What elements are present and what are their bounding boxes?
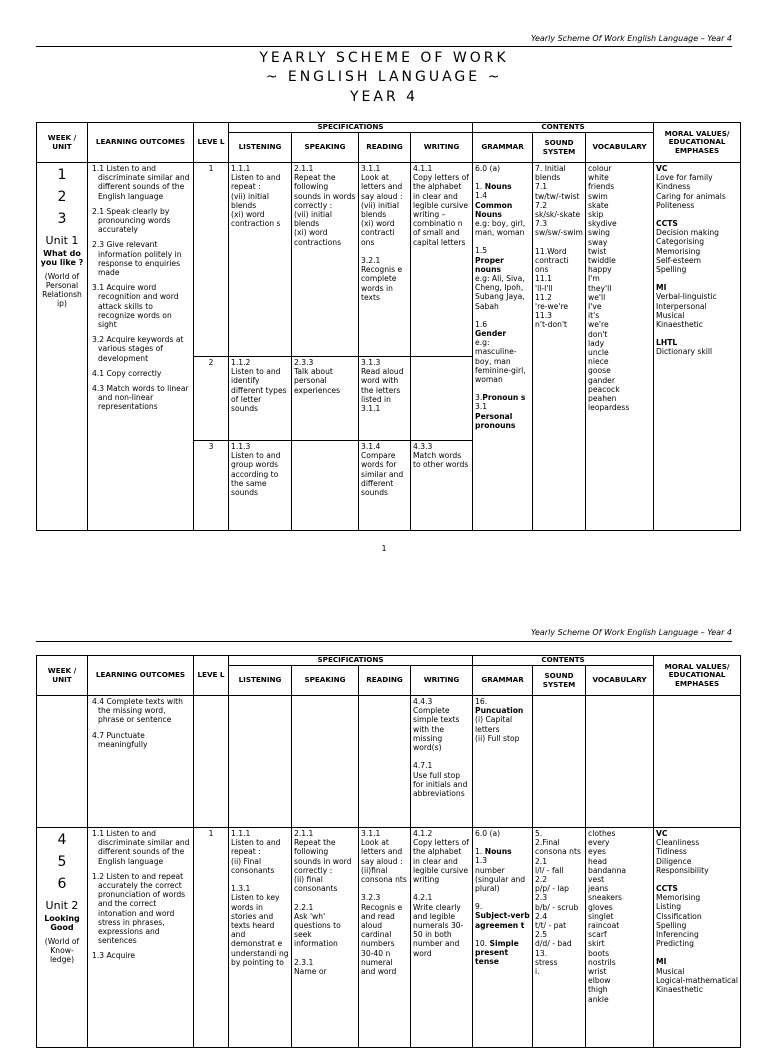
learning-outcome: 4.3 Match words to linear and non-linear representations [92,384,189,412]
col-reading: READING [359,666,411,696]
unit-theme: (World of Know-ledge) [44,936,80,965]
week-unit-cell [37,163,88,531]
week-number: 5 [57,854,67,870]
col-moral: MORAL VALUES/ EDUCATIONAL EMPHASES [654,123,741,163]
grammar-line [475,219,530,237]
grammar-heading: Pronoun s [482,393,526,403]
grammar-line [475,829,530,838]
col-specifications: SPECIFICATIONS [229,123,473,133]
learning-outcome: 1.1 Listen to and discriminate similar and different sounds of the English language [92,829,190,866]
reading-cell [359,163,411,357]
moral-section-heading: CCTS [656,884,678,894]
col-vocabulary: VOCABULARY [586,133,654,163]
col-listening: LISTENING [229,133,292,163]
unit-label: Unit 1 [45,234,79,247]
col-level: LEVE L [194,656,229,696]
writing-cell [411,696,473,828]
reading-cell [359,441,411,531]
grammar-line [475,237,530,246]
sound-system-text: 5. 2.Final consona nts 2.1 l/l/ - fall 2.2 p/p/ - lap 2.3 b/b/ - scrub 2.4 t/t/ - pat 2.5 d/d/ - bad 13. stress i. [535,829,581,977]
week-unit-cell [37,828,88,1048]
grammar-text: Proper nouns [475,255,504,274]
document-title-line-2: ~ ENGLISH LANGUAGE ~ [265,69,503,85]
document-title-line-3: YEAR 4 [349,89,419,105]
grammar-cell [473,163,533,531]
learning-outcome: 4.4 Complete texts with the missing word, phrase or sentence [92,697,183,725]
grammar-text: 1.3 [475,856,488,866]
grammar-line [475,866,530,894]
speaking-cell [292,696,359,828]
col-week: WEEK / UNIT [37,656,88,696]
grammar-text: 1.4 [475,191,488,201]
col-outcomes: LEARNING OUTCOMES [88,123,194,163]
header-rule [36,46,732,47]
page-header: Yearly Scheme Of Work English Language – Year 4 [530,34,732,43]
moral-section-items: Decision making Categorising Memorising Self-esteem Spelling [656,228,719,275]
grammar-text: Gender [475,329,507,339]
moral-section-heading: LHTL [656,338,678,348]
moral-section-heading: MI [656,283,667,293]
sound-system-cell [533,163,586,531]
scheme-table-page-1 [36,122,741,531]
reading-text: 3.1.3 Read aloud word with the letters listed in 3.1.1 [361,358,404,414]
col-speaking: SPEAKING [292,133,359,163]
moral-section-items: Memorising Listing Clssification Spelling Inferencing Predicting [656,893,702,949]
grammar-text: e.g: boy, girl, man, woman [475,219,526,238]
grammar-line [475,412,530,430]
unit-title: Looking Good [44,914,80,933]
reading-text: 3.1.4 Compare words for similar and different sounds [361,442,404,498]
week-number: 1 [57,167,67,183]
grammar-text: 1. [475,182,485,192]
grammar-number: 16. [475,697,488,706]
unit-theme: (World of Personal Relationsh ip) [42,271,82,309]
learning-outcome: 3.2 Acquire keywords at various stages of development [92,335,184,363]
week-number: 2 [57,189,67,205]
grammar-text: 1.5 [475,246,488,256]
grammar-line [475,201,530,219]
grammar-text: Personal pronouns [475,411,516,430]
grammar-line [475,320,530,329]
unit-label: Unit 2 [45,899,79,912]
col-speaking: SPEAKING [292,666,359,696]
moral-section-heading: MI [656,957,667,967]
col-grammar: GRAMMAR [473,133,533,163]
grammar-line [475,393,530,402]
col-reading: READING [359,133,411,163]
week-number: 3 [57,211,67,227]
level-value: 3 [208,442,214,451]
col-contents: CONTENTS [473,656,654,666]
grammar-text: e.g: Ali, Siva, Cheng, Ipoh, Subang Jaya, Sabah [475,274,525,311]
grammar-text: 1. [475,847,485,857]
learning-outcome: 4.1 Copy correctly [92,368,162,378]
col-writing: WRITING [411,666,473,696]
listening-text: 1.1.3 Listen to and group words according to the same sounds [231,442,281,498]
level-cell [194,828,229,1048]
grammar-line [475,893,530,902]
grammar-line [475,329,530,338]
grammar-heading: Nouns [484,182,512,192]
sound-system-cell [533,696,586,828]
moral-section-items: Dictionary skill [656,347,713,357]
grammar-line [475,911,530,929]
grammar-text: 3. [475,393,483,403]
reading-cell [359,696,411,828]
writing-cell [411,441,473,531]
vocabulary-text: clothes every eyes head bandanna vest jeans sneakers gloves singlet raincoat scarf skirt boots nostrils wrist elbow thigh ankle [588,829,627,1004]
learning-outcome: 1.3 Acquire [92,951,136,961]
grammar-text: Common Nouns [475,200,513,219]
listening-cell [229,441,292,531]
vocabulary-text: colour white friends swim skate skip skydive swing sway twist twiddle happy I'm they'll we'll I've it's we're don't lady uncle niece goose gander peacock peahen leopardess [588,164,630,413]
writing-cell [411,828,473,1048]
reading-cell [359,828,411,1048]
week-unit-cell [37,696,88,828]
speaking-text: 2.1.1 Repeat the following sounds in word correctly : (ii) final consonants 2.2.1 Ask 'wh' questions to seek information 2.3.1 Name or [294,829,352,977]
reading-cell [359,357,411,441]
learning-outcome: 3.1 Acquire word recognition and word attack skills to recognize words on sight [92,283,179,330]
grammar-text: 9. [475,902,483,912]
grammar-line [475,173,530,182]
grammar-text: 1.6 [475,319,488,329]
speaking-text: 2.1.1 Repeat the following sounds in words correctly : (vii) initial blends (xi) word contractions [294,164,356,247]
speaking-cell [292,163,359,357]
grammar-line [475,164,530,173]
grammar-text: 10. [475,938,490,948]
grammar-cell [473,696,533,828]
listening-text: 1.1.2 Listen to and identify different types of letter sounds [231,358,287,414]
grammar-text: number (singular and plural) [475,865,526,894]
learning-outcome: 4.7 Punctuate meaningfully [92,730,148,749]
grammar-text: 6.0 (a) [475,829,501,838]
learning-outcome: 2.1 Speak clearly by pronouncing words accurately [92,206,171,235]
grammar-line [475,338,530,384]
moral-values-cell [654,163,741,531]
speaking-cell [292,357,359,441]
grammar-text: (i) Capital letters (ii) Full stop [475,715,520,743]
unit-title: What do you like ? [40,249,84,268]
writing-text: 4.1.1 Copy letters of the alphabet in clear and legible cursive writing – combinatio n of small and capital letters [413,164,469,247]
vocabulary-cell [586,696,654,828]
listening-text: 1.1.1 Listen to and repeat : (ii) Final consonants 1.3.1 Listen to key words in stories and texts heard and demonstrat e understandi ng by pointing to [231,829,289,967]
moral-section-heading: VC [656,829,668,838]
grammar-line [475,384,530,393]
grammar-line [475,256,530,274]
grammar-line [475,902,530,911]
moral-section-items: Verbal-linguistic Interpersonal Musical Kinaesthetic [656,292,717,330]
learning-outcomes-cell [88,828,194,1048]
col-grammar: GRAMMAR [473,666,533,696]
col-writing: WRITING [411,133,473,163]
level-cell [194,441,229,531]
moral-section-heading: VC [656,164,668,173]
level-value: 1 [208,829,214,838]
level-value: 1 [208,164,214,173]
grammar-line [475,311,530,320]
listening-cell [229,828,292,1048]
level-cell [194,696,229,828]
grammar-heading: Simple present tense [475,938,519,967]
grammar-text: Subject-verb agreemen t [475,911,530,930]
grammar-line [475,847,530,856]
vocabulary-cell [586,828,654,1048]
col-week: WEEK / UNIT [37,123,88,163]
grammar-line [475,274,530,311]
grammar-line [475,182,530,191]
col-sound: SOUND SYSTEM [533,133,586,163]
moral-section-items: Love for family Kindness Caring for animals Politeness [656,173,726,210]
grammar-line [475,402,530,411]
document-title-line-1: YEARLY SCHEME OF WORK [259,50,509,66]
header-rule [36,641,732,642]
sound-system-text: 7. Initial blends 7.1 tw/tw/-twist 7.2 sk/sk/-skate 7.3 sw/sw/-swim 11.Word contracti ons 11.1 'll-I'll 11.2 're-we're 11.3 n't-don't [535,164,583,330]
grammar-heading: Nouns [484,847,512,857]
grammar-text: e.g: masculine-boy, man feminine-girl, woman [475,338,526,385]
grammar-line [475,838,530,847]
grammar-text: 6.0 (a) [475,164,501,173]
moral-values-cell [654,696,741,828]
listening-cell [229,163,292,357]
writing-text: 4.3.3 Match words to other words [413,442,469,470]
moral-section-items: Cleanliness Tidiness Diligence Responsibility [656,838,709,875]
week-number: 6 [57,876,67,892]
grammar-cell [473,828,533,1048]
writing-text: 4.4.3 Complete simple texts with the missing word(s) 4.7.1 Use full stop for initials and abbreviations [413,697,468,799]
grammar-line [475,191,530,200]
writing-cell [411,163,473,357]
page-number: 1 [381,544,387,553]
week-number: 4 [57,832,67,848]
vocabulary-cell [586,163,654,531]
reading-text: 3.1.1 Look at letters and say aloud : (ii)final consona nts 3.2.3 Recognis e and read aloud cardinal numbers 30-40 n numeral and word [361,829,407,977]
page-header: Yearly Scheme Of Work English Language – Year 4 [530,628,732,637]
col-outcomes: LEARNING OUTCOMES [88,656,194,696]
learning-outcome: 2.3 Give relevant information politely in response to enquiries made [92,240,182,278]
learning-outcome: 1.2 Listen to and repeat accurately the correct pronunciation of words and the correct intonation and word stress in phrases, expressions and sentences [92,871,186,946]
grammar-text: 3.1 [475,402,488,412]
moral-values-cell [654,828,741,1048]
grammar-line [475,930,530,939]
col-moral: MORAL VALUES/ EDUCATIONAL EMPHASES [654,656,741,696]
listening-text: 1.1.1 Listen to and repeat : (vii) initial blends (xi) word contraction s [231,164,281,229]
col-vocabulary: VOCABULARY [586,666,654,696]
level-value: 2 [208,358,214,367]
col-specifications: SPECIFICATIONS [229,656,473,666]
grammar-line [475,939,530,967]
col-level: LEVE L [194,123,229,163]
grammar-line [475,856,530,865]
grammar-heading: Puncuation [475,706,524,716]
scheme-table-page-2 [36,655,741,1048]
col-sound: SOUND SYSTEM [533,666,586,696]
col-listening: LISTENING [229,666,292,696]
learning-outcome: 1.1 Listen to and discriminate similar and different sounds of the English language [92,164,190,201]
reading-text: 3.1.1 Look at letters and say aloud : (vii) initial blends (xi) word contracti ons 3.2.1 Recognis e complete words in texts [361,164,403,302]
learning-outcomes-cell [88,163,194,531]
level-cell [194,163,229,357]
col-contents: CONTENTS [473,123,654,133]
learning-outcomes-cell [88,696,194,828]
speaking-cell [292,441,359,531]
moral-section-items: Musical Logical-mathematical Kinaesthetic [656,966,738,995]
speaking-text: 2.3.3 Talk about personal experiences [294,358,341,395]
writing-text: 4.1.2 Copy letters of the alphabet in clear and legible cursive writing 4.2.1 Write clearly and legible numerals 30-50 in both number and word [413,829,469,958]
sound-system-cell [533,828,586,1048]
grammar-line [475,246,530,255]
moral-section-heading: CCTS [656,219,678,229]
writing-cell [411,357,473,441]
speaking-cell [292,828,359,1048]
listening-cell [229,357,292,441]
listening-cell [229,696,292,828]
level-cell [194,357,229,441]
